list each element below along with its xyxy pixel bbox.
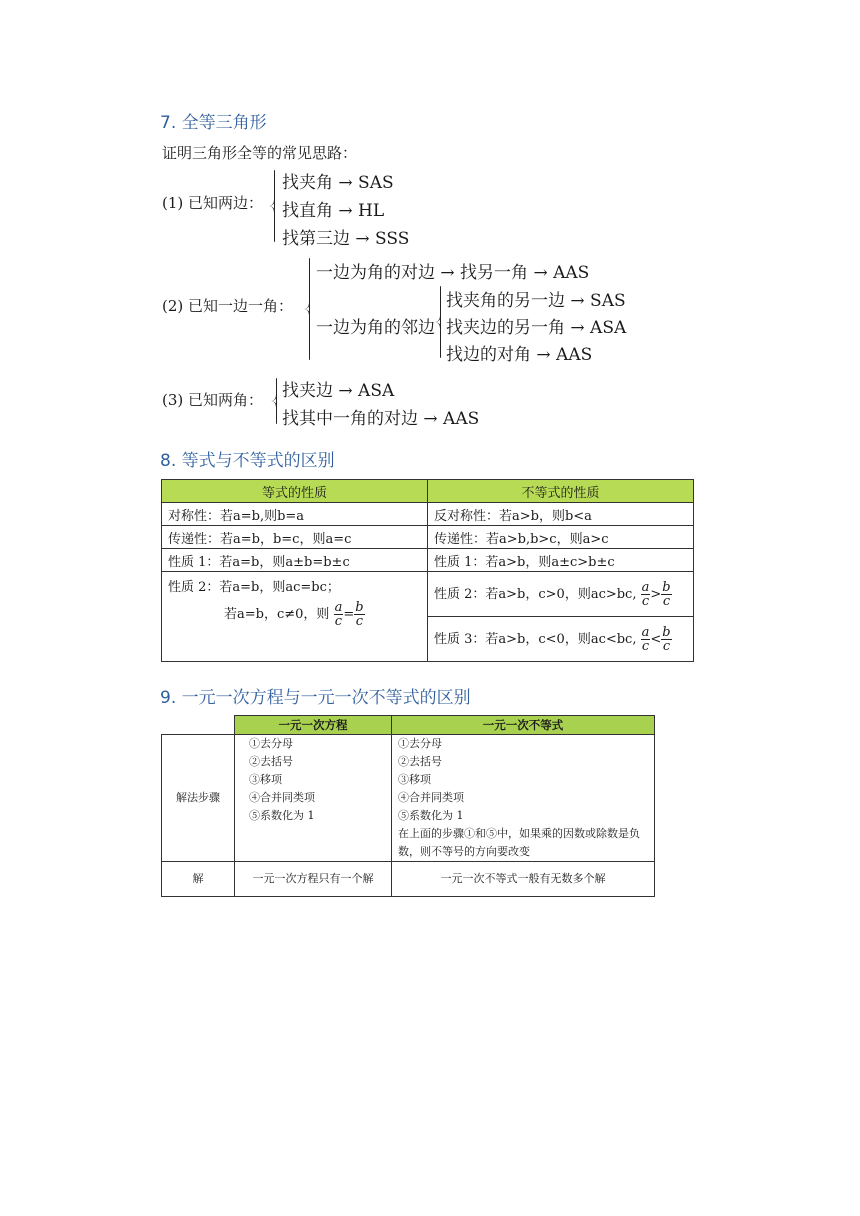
list-item: ③移项: [249, 773, 282, 786]
case1-brace: [274, 170, 275, 242]
fraction-op: =: [343, 607, 355, 622]
list-item: ④合并同类项: [398, 791, 464, 804]
ineq-steps-cell: [392, 735, 655, 862]
list-item: ②去括号: [249, 755, 293, 768]
fraction: [354, 601, 364, 628]
fraction: [661, 626, 671, 653]
fraction-den: c: [641, 638, 650, 654]
case1-item: 找夹角 → SAS: [282, 173, 394, 193]
table-cell: [428, 617, 694, 662]
eq-steps-cell: [235, 735, 392, 862]
case2-opposite: 一边为角的对边 → 找另一角 → AAS: [316, 263, 590, 283]
prop2-eq: 性质 2：若a=b，则ac=bc；: [168, 580, 340, 595]
case2-sub-brace: [440, 286, 441, 358]
col-header: 等式的性质: [162, 480, 428, 503]
fraction-op: <: [650, 631, 662, 647]
fraction-num: a: [641, 579, 650, 595]
table-cell: 传递性：若a>b,b>c，则a>c: [428, 526, 694, 549]
fraction-num: b: [662, 624, 671, 640]
equality-table: [161, 479, 694, 662]
fraction: [661, 581, 671, 608]
corner-cell: [162, 716, 235, 735]
fraction-den: c: [662, 593, 671, 609]
eq-solution: 一元一次方程只有一个解: [235, 862, 392, 897]
note-line: 在上面的步骤①和⑤中，如果乘的因数或除数是负: [398, 827, 640, 840]
prop3-ineq: 性质 3：若a>b，c<0，则ac<bc,: [434, 631, 637, 647]
prop2-eq-cond: [168, 595, 421, 628]
list-item: ⑤系数化为 1: [398, 809, 464, 822]
fraction-num: a: [641, 624, 650, 640]
equation-table: [161, 715, 655, 897]
fraction: [641, 626, 651, 653]
case1-label: (1) 已知两边：: [162, 194, 264, 212]
fraction-den: c: [334, 614, 343, 629]
prop2-ineq: 性质 2：若a>b，c>0，则ac>bc,: [434, 586, 637, 602]
row-label: 解法步骤: [162, 735, 235, 862]
col-header: 不等式的性质: [428, 480, 694, 503]
table-cell: [428, 572, 694, 617]
section8-heading: 8. 等式与不等式的区别: [160, 451, 335, 471]
case2-label: (2) 已知一边一角：: [162, 297, 294, 315]
fraction: [641, 581, 651, 608]
section7-heading: 7. 全等三角形: [160, 113, 267, 133]
row-label: 解: [162, 862, 235, 897]
list-item: ①去分母: [249, 737, 293, 750]
case3-item: 找其中一角的对边 → AAS: [282, 409, 480, 429]
section9-heading: 9. 一元一次方程与一元一次不等式的区别: [160, 688, 471, 708]
case2-sub-item: 找夹边的另一角 → ASA: [446, 318, 627, 338]
fraction-op: >: [650, 586, 662, 602]
case1-item: 找直角 → HL: [282, 201, 385, 221]
ineq-solution: 一元一次不等式一般有无数多个解: [392, 862, 655, 897]
table-cell: 性质 1：若a>b，则a±c>b±c: [428, 549, 694, 572]
table-cell: 对称性：若a=b,则b=a: [162, 503, 428, 526]
col-header: 一元一次不等式: [392, 716, 655, 735]
case3-brace: [276, 378, 277, 424]
list-item: ②去括号: [398, 755, 442, 768]
fraction: [334, 601, 344, 628]
list-item: ①去分母: [398, 737, 442, 750]
note-line: 数，则不等号的方向要改变: [398, 845, 530, 858]
fraction-num: b: [662, 579, 671, 595]
table-cell: 反对称性：若a>b，则b<a: [428, 503, 694, 526]
section7-intro: 证明三角形全等的常见思路：: [162, 144, 358, 162]
case1-item: 找第三边 → SSS: [282, 229, 410, 249]
case2-sub-item: 找夹角的另一边 → SAS: [446, 291, 626, 311]
list-item: ③移项: [398, 773, 431, 786]
table-cell: [162, 572, 428, 662]
case2-brace: [309, 258, 310, 360]
col-header: 一元一次方程: [235, 716, 392, 735]
list-item: ④合并同类项: [249, 791, 315, 804]
case2-sub-item: 找边的对角 → AAS: [446, 345, 593, 365]
case3-label: (3) 已知两角：: [162, 391, 264, 409]
fraction-num: b: [355, 600, 364, 615]
table-cell: 传递性：若a=b，b=c，则a=c: [162, 526, 428, 549]
case2-adjacent: 一边为角的邻边: [316, 318, 435, 338]
fraction-den: c: [662, 638, 671, 654]
prop2-eq-text: 若a=b，c≠0，则: [224, 607, 330, 622]
list-item: ⑤系数化为 1: [249, 809, 315, 822]
table-cell: 性质 1：若a=b，则a±b=b±c: [162, 549, 428, 572]
fraction-den: c: [355, 614, 364, 629]
fraction-den: c: [641, 593, 650, 609]
fraction-num: a: [334, 600, 343, 615]
case3-item: 找夹边 → ASA: [282, 381, 395, 401]
